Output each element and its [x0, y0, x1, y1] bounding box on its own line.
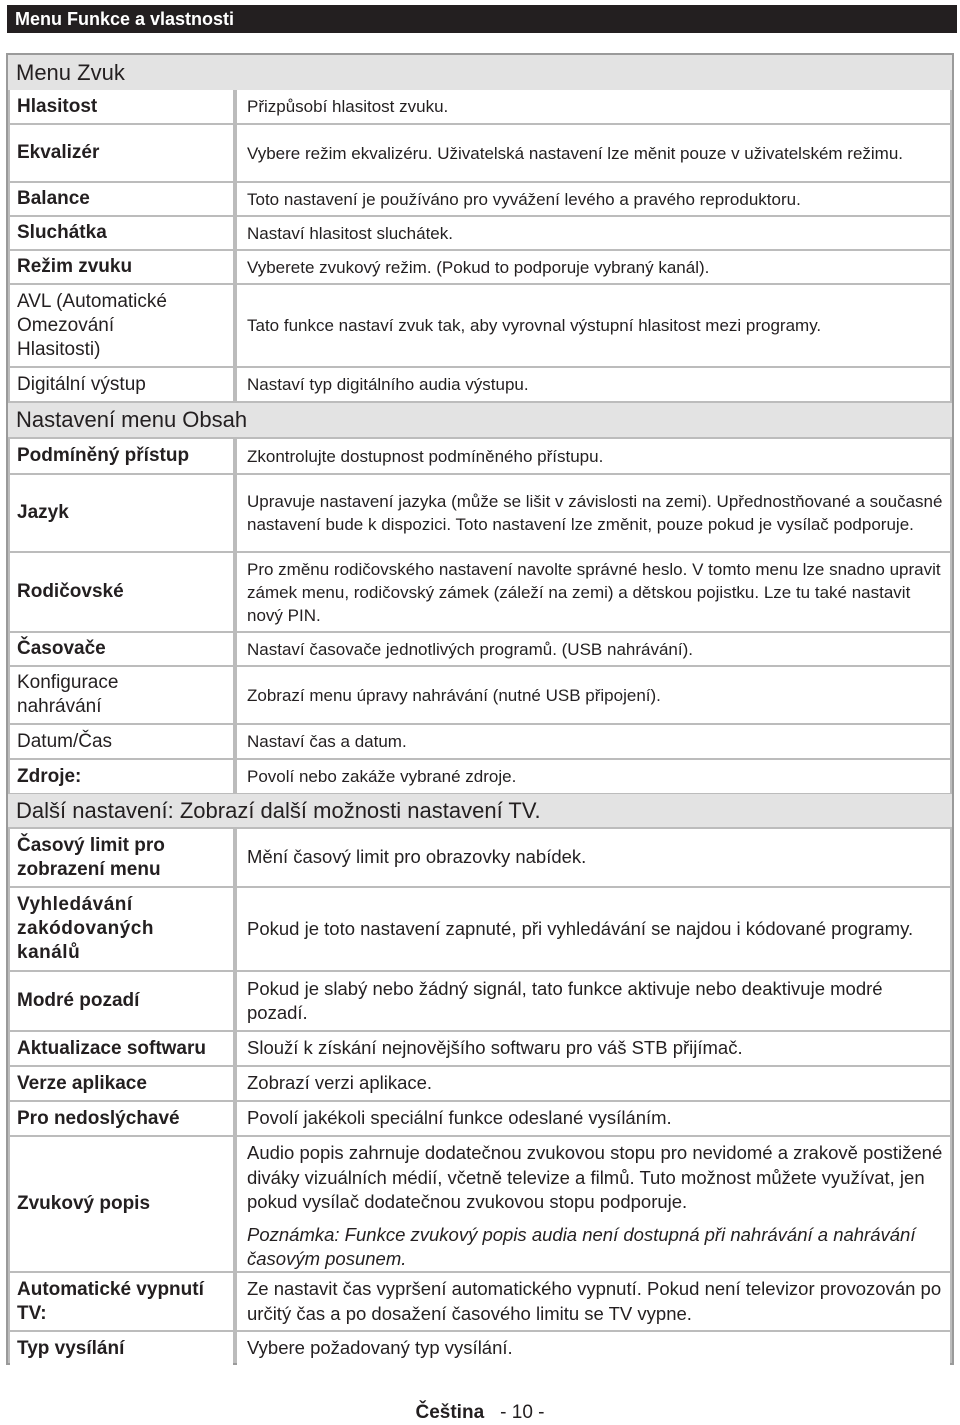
page-footer	[0, 1402, 960, 1424]
row-description: Vybere požadovaný typ vysílání.	[237, 1332, 950, 1365]
row-description: Pokud je toto nastavení zapnuté, při vyhledávání se najdou i kódované programy.	[237, 888, 950, 970]
page-number: - 10 -	[500, 1402, 545, 1423]
row-description: Ze nastavit čas vypršení automatického vypnutí. Pokud není televizor provozován po určitý čas a po dosažení časového limitu se TV vypne.	[237, 1273, 950, 1330]
row-label: Datum/Čas	[10, 725, 233, 758]
row-label: AVL (Automatické Omezování Hlasitosti)	[10, 285, 233, 366]
page-title: Menu Funkce a vlastnosti	[7, 5, 957, 33]
row-label: Zvukový popis	[10, 1137, 233, 1271]
row-description: Povolí nebo zakáže vybrané zdroje.	[237, 760, 950, 793]
row-label: Podmíněný přístup	[10, 439, 233, 473]
row-description: Zkontrolujte dostupnost podmíněného přístupu.	[237, 439, 950, 473]
row-description: Vyberete zvukový režim. (Pokud to podporuje vybraný kanál).	[237, 251, 950, 283]
row-label: Verze aplikace	[10, 1067, 233, 1100]
row-description: Nastaví typ digitálního audia výstupu.	[237, 368, 950, 401]
row-description: Tato funkce nastaví zvuk tak, aby vyrovnal výstupní hlasitost mezi programy.	[237, 285, 950, 366]
row-description: Pro změnu rodičovského nastavení navolte správné heslo. V tomto menu lze snadno upravit zámek menu, rodičovský zámek (záleží na zemi) a dětskou pojistku. Lze tu také nastavit nový PIN.	[237, 553, 950, 631]
row-label: Hlasitost	[10, 90, 233, 123]
section-header-zvuk: Menu Zvuk	[8, 55, 952, 90]
footer-language: Čeština	[415, 1402, 485, 1423]
row-label: Zdroje:	[10, 760, 233, 793]
row-description: Vybere režim ekvalizéru. Uživatelská nastavení lze měnit pouze v uživatelském režimu.	[237, 125, 950, 181]
row-description	[237, 1137, 950, 1271]
row-label: Modré pozadí	[10, 972, 233, 1030]
row-label: Rodičovské	[10, 553, 233, 631]
row-description: Nastaví časovače jednotlivých programů. (USB nahrávání).	[237, 633, 950, 665]
row-description: Mění časový limit pro obrazovky nabídek.	[237, 829, 950, 886]
note-text: Poznámka: Funkce zvukový popis audia není dostupná při nahrávání a nahrávání časovým posunem.	[247, 1223, 916, 1269]
row-description: Upravuje nastavení jazyka (může se lišit v závislosti na zemi). Upřednostňované a současné nastavení bude k dispozici. Toto nastavení lze změnit, pouze pokud je vysílač podporuje.	[237, 475, 950, 551]
row-description: Povolí jakékoli speciální funkce odeslané vysíláním.	[237, 1102, 950, 1135]
row-description: Pokud je slabý nebo žádný signál, tato funkce aktivuje nebo deaktivuje modré pozadí.	[237, 972, 950, 1030]
row-label: Digitální výstup	[10, 368, 233, 401]
row-label: Vyhledávání zakódovaných kanálů	[10, 888, 233, 970]
row-label: Automatické vypnutí TV:	[10, 1273, 233, 1330]
row-description: Slouží k získání nejnovějšího softwaru pro váš STB přijímač.	[237, 1032, 950, 1065]
row-description: Nastaví čas a datum.	[237, 725, 950, 758]
row-description: Zobrazí menu úpravy nahrávání (nutné USB připojení).	[237, 667, 950, 723]
row-label: Sluchátka	[10, 217, 233, 249]
row-description: Přizpůsobí hlasitost zvuku.	[237, 90, 950, 123]
row-label: Typ vysílání	[10, 1332, 233, 1365]
row-label: Aktualizace softwaru	[10, 1032, 233, 1065]
section-header-dalsi: Další nastavení: Zobrazí další možnosti nastavení TV.	[8, 794, 952, 827]
row-label: Ekvalizér	[10, 125, 233, 181]
section-header-obsah: Nastavení menu Obsah	[8, 403, 952, 437]
row-label: Časový limit pro zobrazení menu	[10, 829, 233, 886]
row-label: Jazyk	[10, 475, 233, 551]
row-description: Toto nastavení je používáno pro vyvážení levého a pravého reproduktoru.	[237, 183, 950, 215]
row-label: Balance	[10, 183, 233, 215]
row-label: Pro nedoslýchavé	[10, 1102, 233, 1135]
description-text: Audio popis zahrnuje dodatečnou zvukovou stopu pro nevidomé a zrakově postižené diváky vizuálních médií, včetně televize a filmů. Tuto možnost můžete využívat, jen pokud vysílač dodatečnou zvukovou stopu podporuje.	[247, 1142, 943, 1212]
row-description: Zobrazí verzi aplikace.	[237, 1067, 950, 1100]
row-description: Nastaví hlasitost sluchátek.	[237, 217, 950, 249]
row-label: Režim zvuku	[10, 251, 233, 283]
row-label: Časovače	[10, 633, 233, 665]
row-label: Konfigurace nahrávání	[10, 667, 233, 723]
